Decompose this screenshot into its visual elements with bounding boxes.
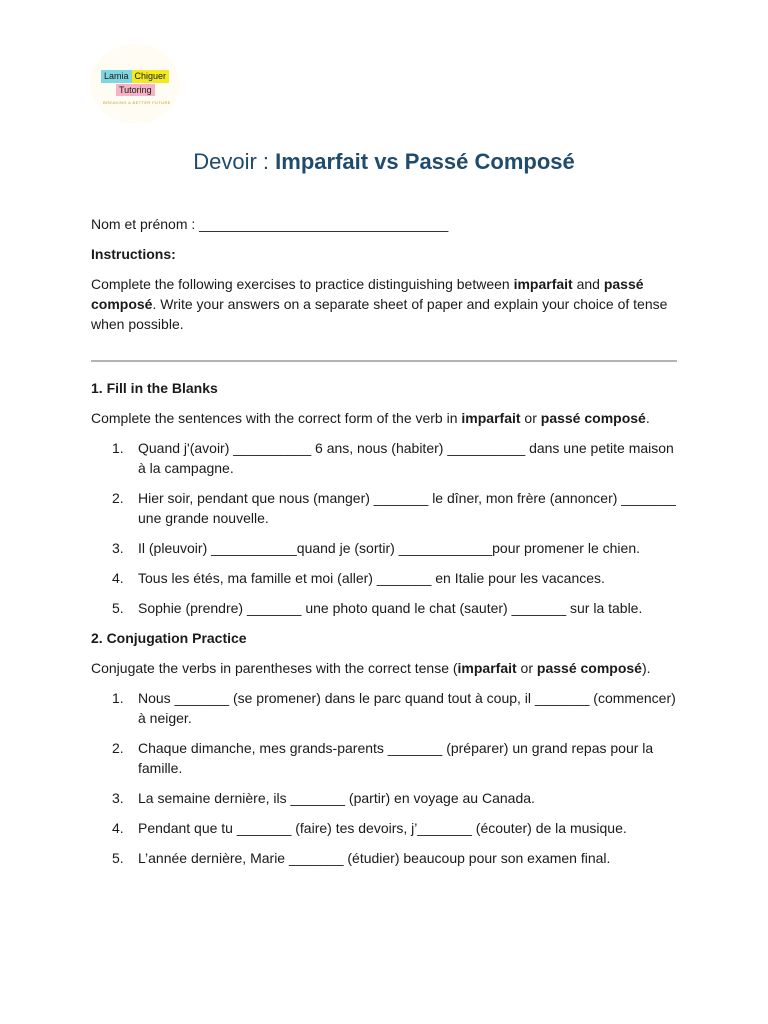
list-item: [91, 598, 681, 618]
list-item-number: 3.: [112, 540, 124, 556]
list-item: [91, 848, 681, 868]
list-item-text: Chaque dimanche, mes grands-parents _______ (préparer) un grand repas pour la famille.: [138, 740, 654, 776]
logo-word-tutoring: Tutoring: [116, 84, 155, 96]
list-item-number: 1.: [112, 440, 124, 456]
page-title: [0, 146, 768, 178]
logo-word-lamia: Lamia: [101, 70, 132, 83]
logo-word-chiguer: Chiguer: [132, 70, 170, 83]
instructions-bold-imparfait: imparfait: [513, 276, 573, 292]
section1-intro-part: or: [520, 410, 541, 426]
list-item-number: 5.: [112, 600, 124, 616]
section1-intro-bold-passe-compose: passé composé: [540, 410, 646, 426]
section1-intro-part: .: [645, 410, 650, 426]
list-item: [91, 818, 681, 838]
list-item-number: 1.: [112, 690, 124, 706]
section2-intro: [91, 658, 681, 678]
name-field: Nom et prénom : ________________________________: [91, 216, 449, 232]
list-item-text: Hier soir, pendant que nous (manger) _______ le dîner, mon frère (annoncer) _______ une grande nouvelle.: [138, 490, 676, 526]
section-divider: [91, 360, 677, 362]
section2-intro-bold-passe-compose: passé composé: [536, 660, 642, 676]
logo-name-row: [101, 70, 169, 83]
list-item: [91, 538, 681, 558]
list-item-text: Il (pleuvoir) ___________quand je (sortir) ____________pour promener le chien.: [138, 540, 641, 556]
section2-intro-part: or: [516, 660, 537, 676]
logo-tagline: BREAKING A BETTER FUTURE: [103, 100, 171, 105]
list-item-text: Quand j'(avoir) __________ 6 ans, nous (habiter) __________ dans une petite maison à la campagne.: [138, 440, 674, 476]
logo: [90, 44, 180, 124]
title-bold: Imparfait vs Passé Composé: [275, 149, 575, 174]
instructions-heading: Instructions:: [91, 246, 176, 262]
section2-intro-bold-imparfait: imparfait: [457, 660, 517, 676]
list-item-number: 2.: [112, 740, 124, 756]
section2-heading: 2. Conjugation Practice: [91, 630, 247, 646]
section1-intro: [91, 408, 681, 428]
list-item-number: 4.: [112, 820, 124, 836]
list-item-text: Sophie (prendre) _______ une photo quand le chat (sauter) _______ sur la table.: [138, 600, 643, 616]
list-item-text: La semaine dernière, ils _______ (partir) en voyage au Canada.: [138, 790, 535, 806]
list-item: [91, 788, 681, 808]
list-item: [91, 688, 681, 728]
title-prefix: Devoir :: [193, 149, 276, 174]
instructions-bold-passe-compose: passé composé: [91, 276, 644, 312]
section1-intro-bold-imparfait: imparfait: [461, 410, 521, 426]
list-item-text: Nous _______ (se promener) dans le parc quand tout à coup, il _______ (commencer) à neiger.: [138, 690, 676, 726]
list-item: [91, 438, 681, 478]
section2-intro-part: Conjugate the verbs in parentheses with the correct tense (: [91, 660, 458, 676]
list-item-number: 2.: [112, 490, 124, 506]
instructions-text-part: and: [572, 276, 604, 292]
list-item: [91, 488, 681, 528]
list-item-text: Pendant que tu _______ (faire) tes devoirs, j’_______ (écouter) de la musique.: [138, 820, 627, 836]
instructions-text-part: Complete the following exercises to practice distinguishing between: [91, 276, 514, 292]
instructions-text: [91, 274, 681, 334]
section2-intro-part: ).: [641, 660, 651, 676]
section1-intro-part: Complete the sentences with the correct form of the verb in: [91, 410, 462, 426]
list-item: [91, 738, 681, 778]
section2-list: [91, 688, 681, 868]
list-item-number: 5.: [112, 850, 124, 866]
section1-list: [91, 438, 681, 618]
section1-heading: 1. Fill in the Blanks: [91, 380, 218, 396]
document-body: [91, 210, 681, 878]
instructions-text-part: . Write your answers on a separate sheet of paper and explain your choice of tense when possible.: [91, 296, 668, 332]
list-item-number: 3.: [112, 790, 124, 806]
list-item-text: L’année dernière, Marie _______ (étudier) beaucoup pour son examen final.: [138, 850, 611, 866]
list-item-number: 4.: [112, 570, 124, 586]
list-item-text: Tous les étés, ma famille et moi (aller) _______ en Italie pour les vacances.: [138, 570, 605, 586]
list-item: [91, 568, 681, 588]
